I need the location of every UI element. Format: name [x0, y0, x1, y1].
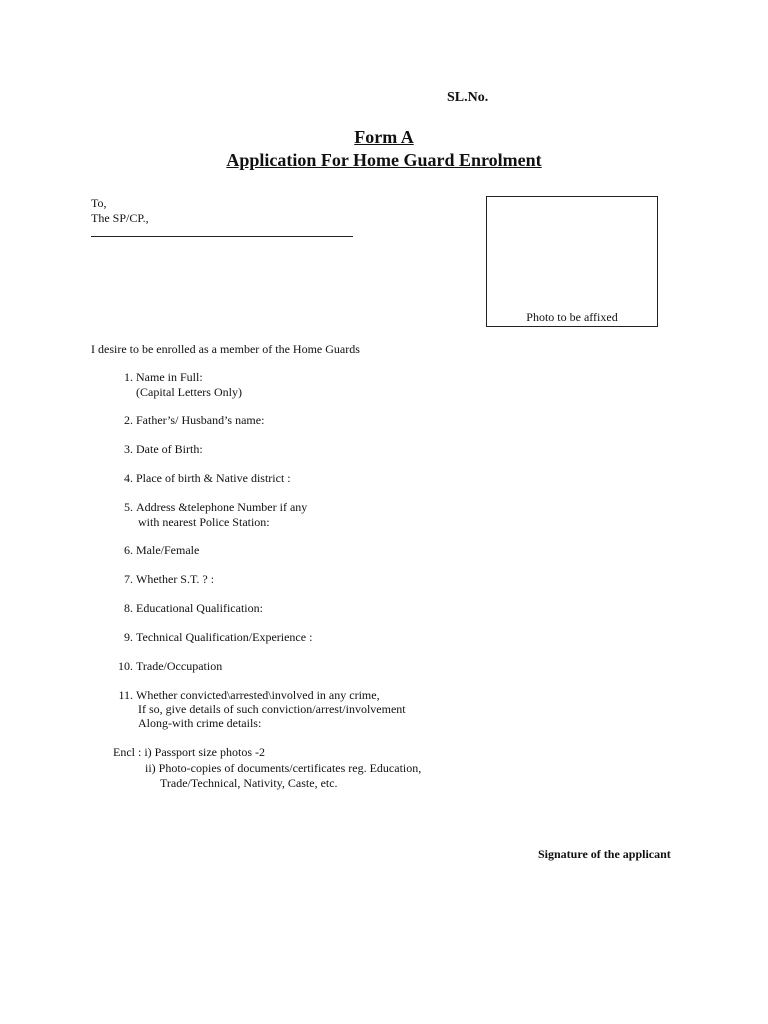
enclosure-line-2: ii) Photo-copies of documents/certificates reg. Education,: [145, 761, 422, 775]
item-number: 11.: [118, 688, 133, 702]
item-number: 3.: [124, 442, 133, 456]
address-to: To,: [91, 196, 107, 210]
item-number: 7.: [124, 572, 133, 586]
item-label: Male/Female: [136, 543, 200, 557]
item-sublabel: Along-with crime details:: [138, 716, 262, 730]
form-title: Form A: [354, 127, 414, 147]
item-number: 1.: [124, 370, 133, 384]
photo-caption: Photo to be affixed: [526, 310, 618, 324]
signature-label: Signature of the applicant: [538, 847, 671, 861]
item-number: 10.: [118, 659, 133, 673]
item-label: Trade/Occupation: [136, 659, 223, 673]
item-label: Whether S.T. ? :: [136, 572, 215, 586]
intro-statement: I desire to be enrolled as a member of the Home Guards: [91, 342, 360, 356]
address-blank-line: [91, 236, 353, 237]
item-number: 9.: [124, 630, 133, 644]
item-sublabel: If so, give details of such conviction/arrest/involvement: [138, 702, 406, 716]
item-label: Technical Qualification/Experience :: [136, 630, 313, 644]
enclosure-line-1: Encl : i) Passport size photos -2: [113, 745, 265, 759]
address-recipient: The SP/CP.,: [91, 211, 149, 225]
item-number: 6.: [124, 543, 133, 557]
enclosure-line-3: Trade/Technical, Nativity, Caste, etc.: [160, 776, 338, 790]
item-number: 8.: [124, 601, 133, 615]
item-number: 5.: [124, 500, 133, 514]
photo-box: [486, 196, 658, 327]
item-sublabel: (Capital Letters Only): [136, 385, 242, 399]
serial-number-label: SL.No.: [447, 90, 489, 105]
item-label: Name in Full:: [136, 370, 203, 384]
item-label: Address &telephone Number if any: [136, 500, 308, 514]
item-label: Whether convicted\arrested\involved in any crime,: [136, 688, 380, 702]
form-subtitle: Application For Home Guard Enrolment: [226, 150, 542, 170]
item-label: Place of birth & Native district :: [136, 471, 291, 485]
item-number: 4.: [124, 471, 133, 485]
item-label: Date of Birth:: [136, 442, 203, 456]
item-label: Educational Qualification:: [136, 601, 263, 615]
item-number: 2.: [124, 413, 133, 427]
item-label: Father’s/ Husband’s name:: [136, 413, 265, 427]
item-sublabel: with nearest Police Station:: [138, 515, 270, 529]
